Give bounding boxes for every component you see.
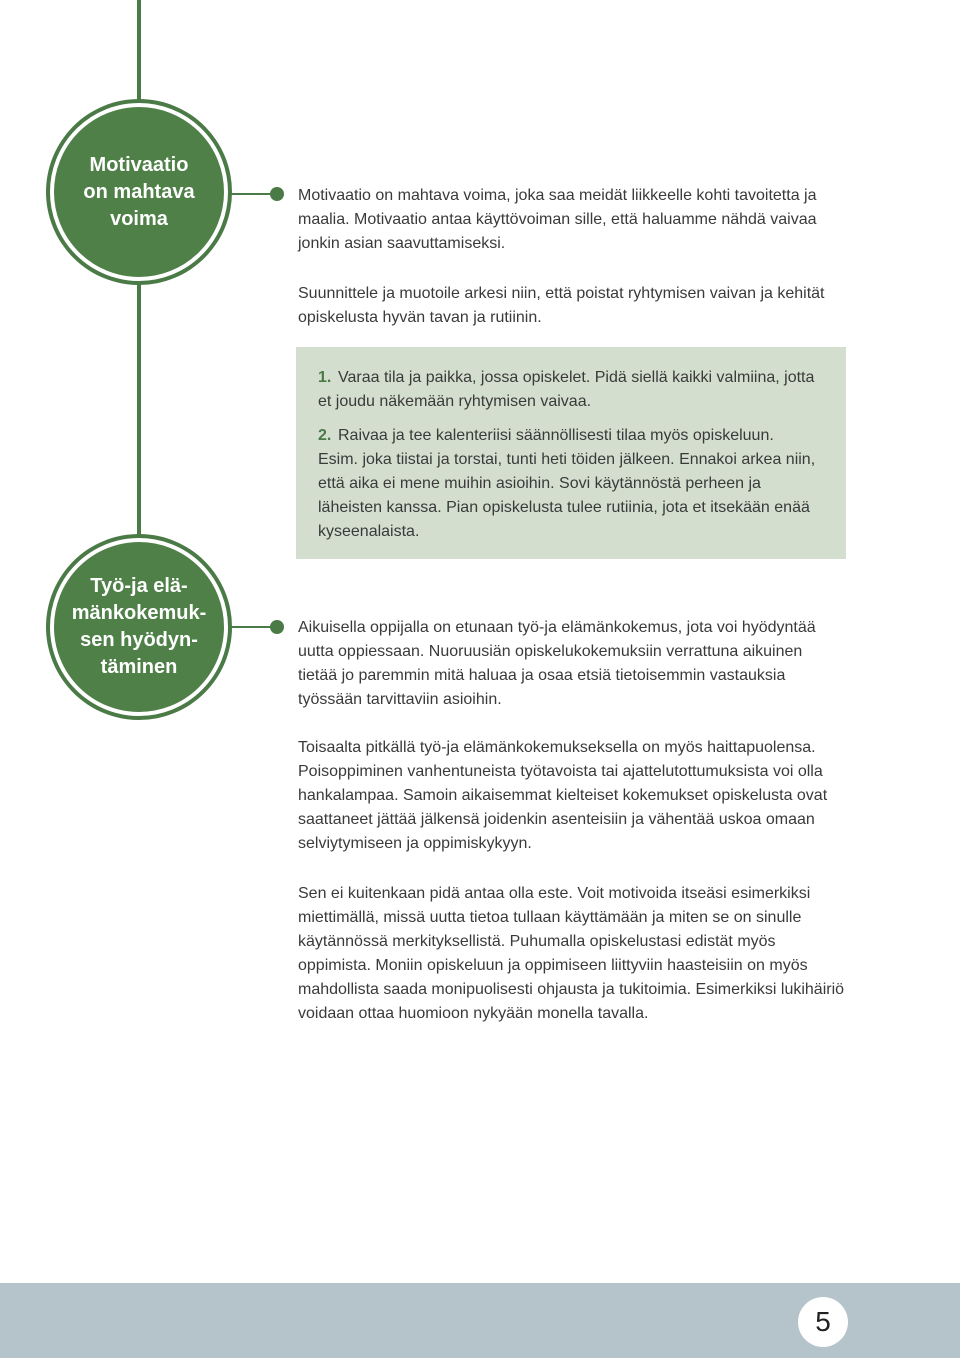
tip-item-2 <box>318 424 818 544</box>
connector-dot-experience <box>270 620 284 634</box>
section-title-experience: Työ-ja elä- mänkokemuk- sen hyödyn- täminen <box>71 575 207 678</box>
paragraph-motivation-1: Motivaatio on mahtava voima, joka saa meidät liikkeelle kohti tavoitetta ja maalia. Motivaatio antaa käyttövoiman sille, että haluamme nähdä vaivaa jonkin asian saavuttamiseksi. <box>298 187 817 252</box>
page-number <box>798 1297 848 1347</box>
tip-number-2: 2. <box>318 427 332 444</box>
paragraph-motivation-2: Suunnittele ja muotoile arkesi niin, että poistat ryhtymisen vaivan ja kehität opiskelusta hyvän tavan ja rutiinin. <box>298 285 825 326</box>
section-title-motivation: Motivaatio on mahtava voima <box>83 153 195 230</box>
page-number-label: 5 <box>815 1306 831 1337</box>
timeline-line-middle <box>137 279 141 554</box>
paragraph-experience-2: Toisaalta pitkällä työ-ja elämänkokemukseksella on myös haittapuolensa. Poisoppiminen vanhentuneista työtavoista tai ajattelutottumuksista voi olla hankalampaa. Samoin aikaisemmat kielteiset kokemukset opiskelusta ovat saattaneet jättää jälkensä joidenkin asenteisiin ja vähentää uskoa omaan selviytymiseen ja oppimiskykyyn. <box>298 739 828 852</box>
connector-line-experience <box>228 626 276 628</box>
tip-number-1: 1. <box>318 369 332 386</box>
connector-line-motivation <box>228 193 276 195</box>
tip-text-1: Varaa tila ja paikka, jossa opiskelet. Pidä siellä kaikki valmiina, jotta et joudu näkemään ryhtymisen vaivaa. <box>318 369 815 410</box>
tip-item-1 <box>318 366 818 414</box>
tip-text-2: Raivaa ja tee kalenteriisi säännöllisesti tilaa myös opiskeluun. Esim. joka tiistai ja torstai, tunti heti töiden jälkeen. Ennakoi arkea niin, että aika ei mene muihin asioihin. Sovi käytännöstä perheen ja läheisten kanssa. Pian opiskelusta tulee rutiinia, jota et itsekään enää kyseenalaista. <box>318 427 816 540</box>
paragraph-experience-1: Aikuisella oppijalla on etunaan työ-ja elämänkokemus, jota voi hyödyntää uutta oppiessaan. Nuoruusiän opiskelukokemuksiin verrattuna aikuinen tietää jo paremmin mitä haluaa ja osaa etsiä tietoisemmin vastauksia työssään tarvittaviin asioihin. <box>298 619 816 708</box>
section-circle-motivation <box>50 103 228 281</box>
paragraph-experience-3: Sen ei kuitenkaan pidä antaa olla este. Voit motivoida itseäsi esimerkiksi miettimällä, missä uutta tietoa tullaan käyttämään ja miten se on sinulle käytännössä merkityksellistä. Puhumalla opiskelustasi edistät myös oppimista. Moniin opiskeluun ja oppimiseen liittyviin haasteisiin on myös mahdollista saada monipuolisesti ohjausta ja tukitoimia. Esimerkiksi lukihäiriö voidaan ottaa huomioon nykyään monella tavalla. <box>298 885 845 1022</box>
timeline-line-top <box>137 0 141 105</box>
connector-dot-motivation <box>270 187 284 201</box>
section-circle-experience <box>50 538 228 716</box>
